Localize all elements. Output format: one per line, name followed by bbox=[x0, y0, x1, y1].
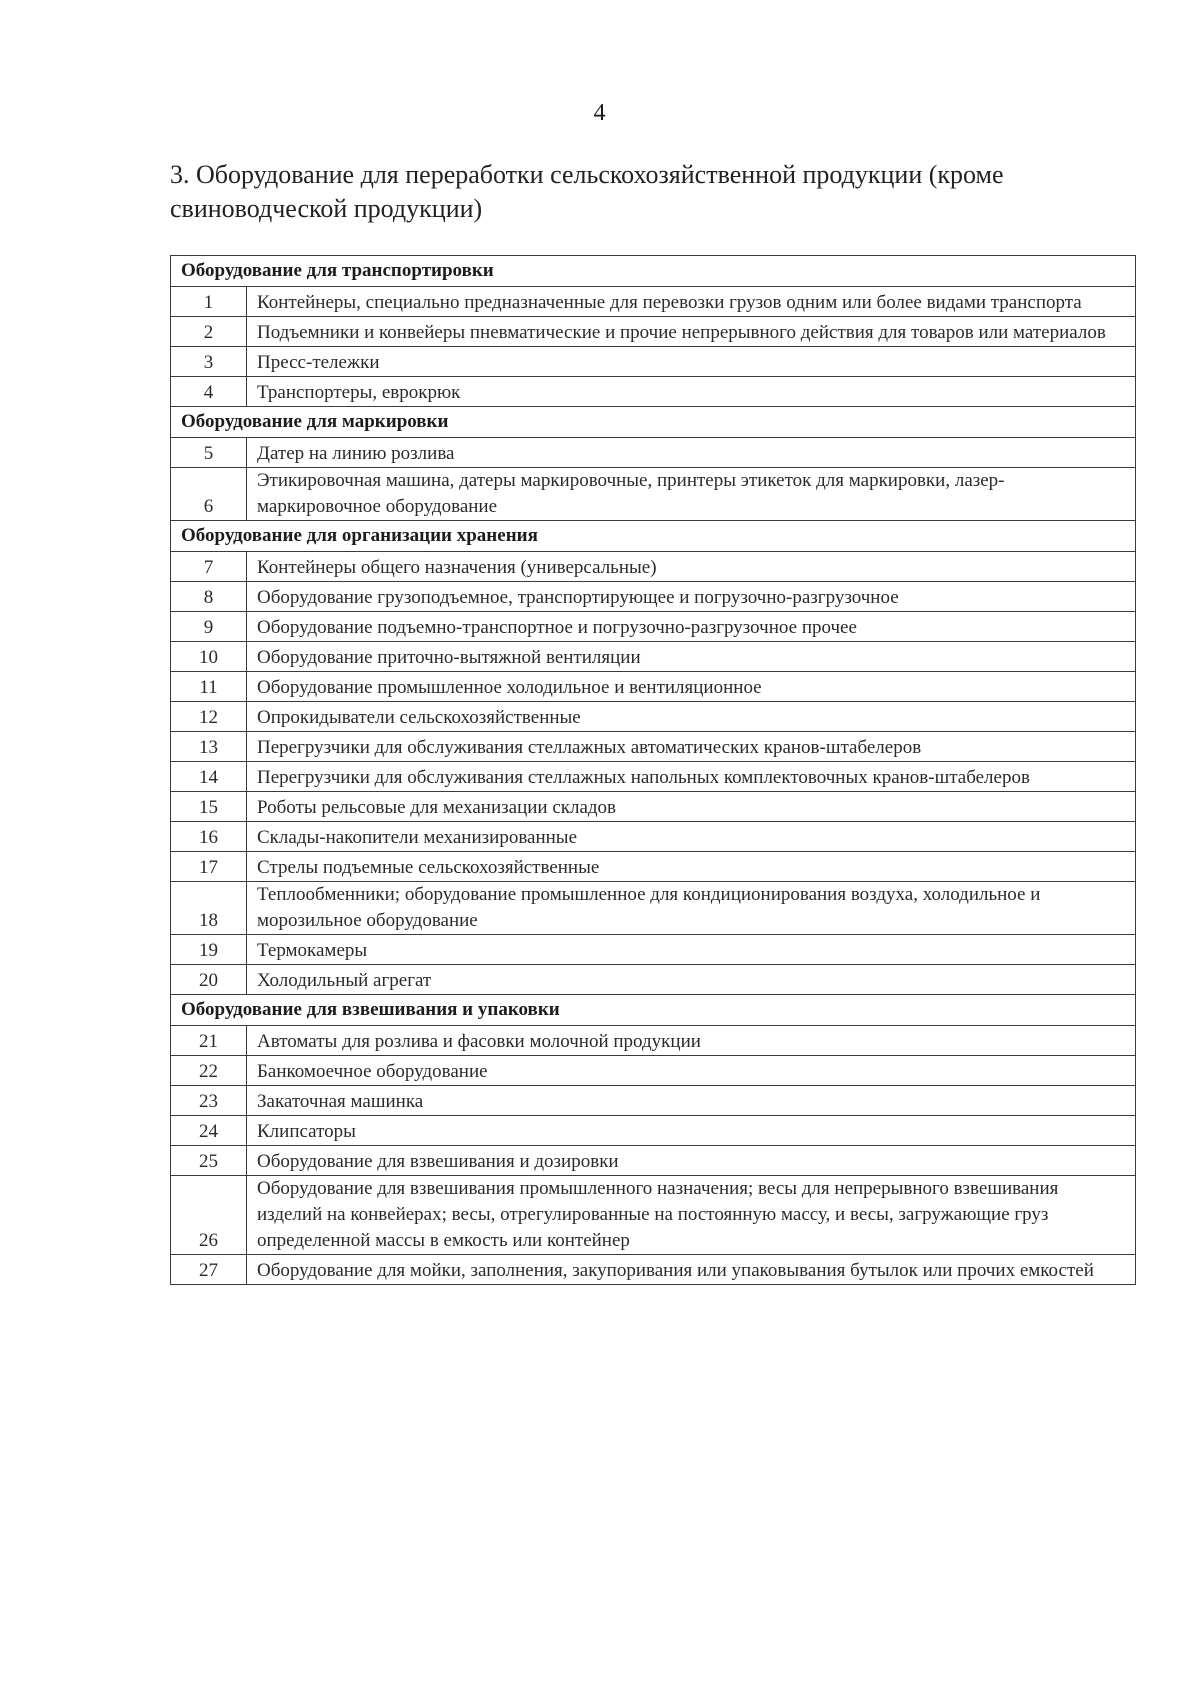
row-description: Оборудование приточно-вытяжной вентиляции bbox=[247, 642, 1136, 672]
row-number: 1 bbox=[171, 287, 247, 317]
row-description: Оборудование для мойки, заполнения, закупоривания или упаковывания бутылок или прочих емкостей bbox=[247, 1255, 1136, 1285]
table-row bbox=[171, 642, 1136, 672]
group-header-row bbox=[171, 407, 1136, 438]
table-row bbox=[171, 1146, 1136, 1176]
table-row bbox=[171, 792, 1136, 822]
table-row bbox=[171, 852, 1136, 882]
table-row bbox=[171, 287, 1136, 317]
equipment-table bbox=[170, 255, 1136, 1285]
row-description: Банкомоечное оборудование bbox=[247, 1056, 1136, 1086]
row-description: Этикировочная машина, датеры маркировочные, принтеры этикеток для маркировки, лазер-маркировочное оборудование bbox=[247, 468, 1136, 521]
table-row bbox=[171, 582, 1136, 612]
row-number: 20 bbox=[171, 965, 247, 995]
table-row bbox=[171, 1176, 1136, 1255]
row-description: Транспортеры, еврокрюк bbox=[247, 377, 1136, 407]
row-description: Склады-накопители механизированные bbox=[247, 822, 1136, 852]
equipment-table-body bbox=[171, 256, 1136, 1285]
row-number: 12 bbox=[171, 702, 247, 732]
row-number: 24 bbox=[171, 1116, 247, 1146]
row-number: 10 bbox=[171, 642, 247, 672]
row-description: Клипсаторы bbox=[247, 1116, 1136, 1146]
group-title: Оборудование для транспортировки bbox=[171, 256, 1136, 287]
table-row bbox=[171, 377, 1136, 407]
group-title: Оборудование для организации хранения bbox=[171, 521, 1136, 552]
row-description: Перегрузчики для обслуживания стеллажных автоматических кранов-штабелеров bbox=[247, 732, 1136, 762]
table-row bbox=[171, 438, 1136, 468]
row-description: Автоматы для розлива и фасовки молочной продукции bbox=[247, 1026, 1136, 1056]
table-row bbox=[171, 672, 1136, 702]
group-header-row bbox=[171, 256, 1136, 287]
table-row bbox=[171, 1255, 1136, 1285]
row-number: 13 bbox=[171, 732, 247, 762]
row-description: Термокамеры bbox=[247, 935, 1136, 965]
group-header-row bbox=[171, 521, 1136, 552]
row-number: 7 bbox=[171, 552, 247, 582]
row-number: 23 bbox=[171, 1086, 247, 1116]
row-number: 25 bbox=[171, 1146, 247, 1176]
row-number: 26 bbox=[171, 1176, 247, 1255]
group-header-row bbox=[171, 995, 1136, 1026]
table-row bbox=[171, 702, 1136, 732]
group-title: Оборудование для маркировки bbox=[171, 407, 1136, 438]
row-description: Оборудование для взвешивания промышленного назначения; весы для непрерывного взвешивания изделий на конвейерах; весы, отрегулированные на постоянную массу, и весы, загружающие груз определенной массы в емкость или контейнер bbox=[247, 1176, 1136, 1255]
table-row bbox=[171, 317, 1136, 347]
row-number: 8 bbox=[171, 582, 247, 612]
row-number: 21 bbox=[171, 1026, 247, 1056]
table-row bbox=[171, 935, 1136, 965]
row-description: Холодильный агрегат bbox=[247, 965, 1136, 995]
row-number: 16 bbox=[171, 822, 247, 852]
row-description: Подъемники и конвейеры пневматические и прочие непрерывного действия для товаров или материалов bbox=[247, 317, 1136, 347]
group-title: Оборудование для взвешивания и упаковки bbox=[171, 995, 1136, 1026]
row-number: 3 bbox=[171, 347, 247, 377]
row-number: 6 bbox=[171, 468, 247, 521]
row-number: 2 bbox=[171, 317, 247, 347]
row-number: 9 bbox=[171, 612, 247, 642]
row-description: Контейнеры общего назначения (универсальные) bbox=[247, 552, 1136, 582]
row-description: Перегрузчики для обслуживания стеллажных напольных комплектовочных кранов-штабелеров bbox=[247, 762, 1136, 792]
row-description: Оборудование грузоподъемное, транспортирующее и погрузочно-разгрузочное bbox=[247, 582, 1136, 612]
page-number: 4 bbox=[593, 100, 607, 126]
row-description: Датер на линию розлива bbox=[247, 438, 1136, 468]
row-number: 22 bbox=[171, 1056, 247, 1086]
row-description: Оборудование промышленное холодильное и вентиляционное bbox=[247, 672, 1136, 702]
table-row bbox=[171, 612, 1136, 642]
table-row bbox=[171, 732, 1136, 762]
row-number: 4 bbox=[171, 377, 247, 407]
row-description: Закаточная машинка bbox=[247, 1086, 1136, 1116]
row-number: 14 bbox=[171, 762, 247, 792]
row-description: Стрелы подъемные сельскохозяйственные bbox=[247, 852, 1136, 882]
section-heading: 3. Оборудование для переработки сельскохозяйственной продукции (кроме свиноводческой продукции) bbox=[170, 160, 1004, 223]
row-description: Опрокидыватели сельскохозяйственные bbox=[247, 702, 1136, 732]
table-row bbox=[171, 762, 1136, 792]
table-row bbox=[171, 347, 1136, 377]
row-number: 11 bbox=[171, 672, 247, 702]
row-number: 5 bbox=[171, 438, 247, 468]
row-number: 19 bbox=[171, 935, 247, 965]
row-description: Оборудование для взвешивания и дозировки bbox=[247, 1146, 1136, 1176]
row-number: 27 bbox=[171, 1255, 247, 1285]
table-row bbox=[171, 1026, 1136, 1056]
table-row bbox=[171, 882, 1136, 935]
row-description: Роботы рельсовые для механизации складов bbox=[247, 792, 1136, 822]
table-row bbox=[171, 1056, 1136, 1086]
row-description: Контейнеры, специально предназначенные для перевозки грузов одним или более видами транспорта bbox=[247, 287, 1136, 317]
table-row bbox=[171, 468, 1136, 521]
row-description: Пресс-тележки bbox=[247, 347, 1136, 377]
table-row bbox=[171, 1086, 1136, 1116]
table-row bbox=[171, 965, 1136, 995]
table-row bbox=[171, 552, 1136, 582]
row-number: 18 bbox=[171, 882, 247, 935]
table-row bbox=[171, 1116, 1136, 1146]
row-number: 17 bbox=[171, 852, 247, 882]
row-description: Оборудование подъемно-транспортное и погрузочно-разгрузочное прочее bbox=[247, 612, 1136, 642]
row-description: Теплообменники; оборудование промышленное для кондиционирования воздуха, холодильное и морозильное оборудование bbox=[247, 882, 1136, 935]
table-row bbox=[171, 822, 1136, 852]
row-number: 15 bbox=[171, 792, 247, 822]
